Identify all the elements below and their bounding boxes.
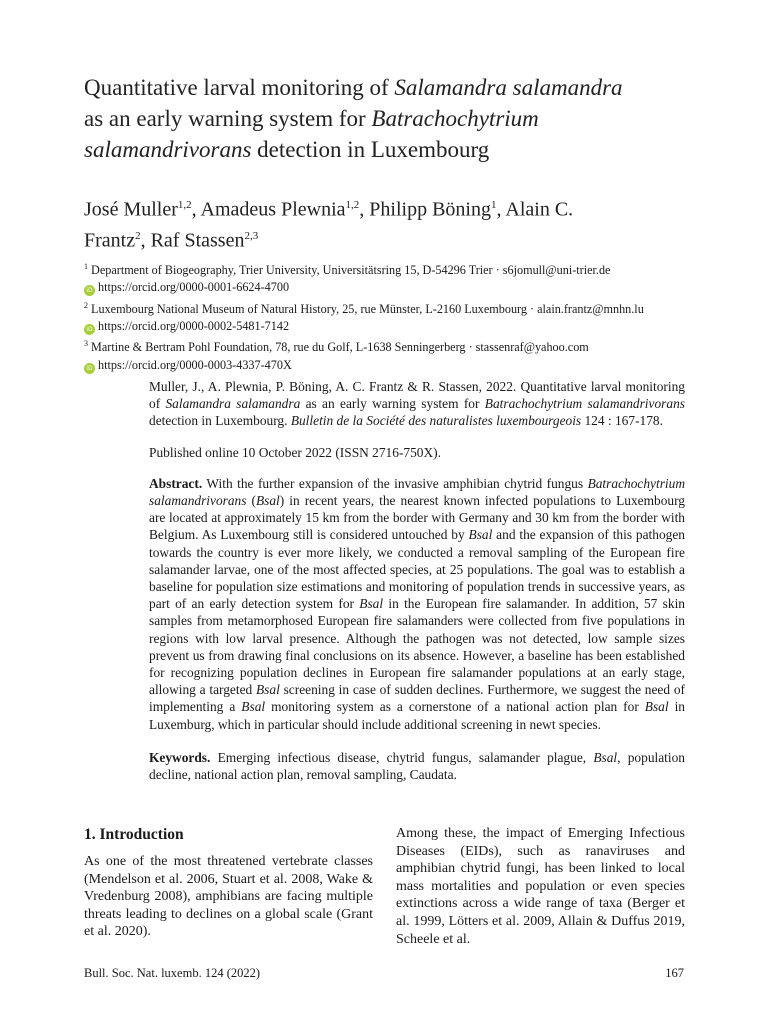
body-paragraph: As one of the most threatened vertebrate classes (Mendelson et al. 2006, Stuart et al. 2008, Wake & Vredenburg 2008), amphibians are facing multiple threats leading to declines on a global scale (Grant et al. 2020). — [84, 854, 373, 940]
author-name: Raf Stassen — [150, 229, 245, 252]
orcid-icon: iD — [84, 324, 95, 335]
affiliations — [84, 258, 704, 374]
body-column-right — [396, 825, 685, 948]
abstract: Abstract. With the further expansion of the invasive amphibian chytrid fungus Batrachochytrium salamandrivorans (Bsal) in recent years, the nearest known infected populations to Luxembourg are located at approximately 15 km from the border with Germany and 30 km from the border with Belgium. As Luxembourg still is considered untouched by Bsal and the expansion of this pathogen towards the country is ever more likely, we conducted a removal sampling of the European fire salamander larvae, one of the most affected species, at 25 populations. The goal was to establish a baseline for population size estimations and monitoring of population trends in successive years, as part of an early detection system for Bsal in the European fire salamander. In addition, 57 skin samples from metamorphosed European fire salamanders were collected from five populations in regions with low larval presence. Although the pathogen was not detected, low sample sizes prevent us from drawing final conclusions on its absence. However, a baseline has been established for recognizing population declines in European fire salamander populations at an early stage, allowing a targeted Bsal screening in case of sudden declines. Furthermore, we suggest the need of implementing a Bsal monitoring system as a cornerstone of a national action plan for Bsal in Luxemburg, which in particular should include additional screening in newt species. — [149, 475, 685, 732]
orcid-link-2[interactable]: iD https://orcid.org/0000-0002-5481-7142 — [84, 318, 704, 335]
published-note: Published online 10 October 2022 (ISSN 2716-750X). — [149, 444, 441, 460]
affiliation-3: $^3$ Martine & Bertram Pohl Foundation, 78, rue du Golf, L-1638 Senningerberg · stassenraf@yahoo.com — [84, 339, 589, 355]
orcid-icon: iD — [84, 363, 95, 374]
author-name: Frantz — [84, 229, 136, 252]
author-name: José Muller — [84, 198, 178, 221]
body-column-left — [84, 825, 373, 941]
footer-journal: Bull. Soc. Nat. luxemb. 124 (2022) — [84, 966, 261, 980]
page-number: 167 — [665, 966, 684, 980]
orcid-link-1[interactable]: iD https://orcid.org/0000-0001-6624-4700 — [84, 279, 704, 296]
author-list — [84, 192, 684, 253]
abstract-block — [149, 378, 685, 783]
author-name: Philipp Böning — [369, 198, 491, 221]
paper-title: Quantitative larval monitoring of Salamandra salamandra as an early warning system for Batrachochytrium salamandrivorans detection in Luxembourg — [84, 75, 623, 162]
citation: Muller, J., A. Plewnia, P. Böning, A. C. Frantz & R. Stassen, 2022. Quantitative larval monitoring of Salamandra salamandra as an early warning system for Batrachochytrium salamandrivorans detection in Luxembourg. Bulletin de la Société des naturalistes luxembourgeois 124 : 167-178. — [149, 379, 685, 429]
affiliation-1: $^1$ Department of Biogeography, Trier University, Universitätsring 15, D-54296 Trier · s6jomull@uni-trier.de — [84, 262, 611, 278]
affiliation-2: $^2$ Luxembourg National Museum of Natural History, 25, rue Münster, L-2160 Luxembourg · alain.frantz@mnhn.lu — [84, 300, 644, 316]
body-paragraph: Among these, the impact of Emerging Infectious Diseases (EIDs), such as ranaviruses and amphibian chytrid fungi, has been linked to local mass mortalities and population or even species extinctions across a wide range of taxa (Berger et al. 1999, Lötters et al. 2009, Allain & Duffus 2019, Scheele et al. — [396, 826, 685, 947]
author-line-2: Frantz$^2$, Raf Stassen$^{2,3}$ — [84, 229, 259, 252]
orcid-icon: iD — [84, 285, 95, 296]
author-line-1: José Muller$^{1,2}$, Amadeus Plewnia$^{1,2}$, Philipp Böning$^1$, Alain C. — [84, 198, 574, 221]
section-heading-introduction: 1. Introduction — [84, 826, 184, 843]
author-name: Amadeus Plewnia — [200, 198, 346, 221]
orcid-link-3[interactable]: iD https://orcid.org/0000-0003-4337-470X — [84, 357, 704, 374]
keywords: Keywords. Emerging infectious disease, chytrid fungus, salamander plague, Bsal, population decline, national action plan, removal sampling, Caudata. — [149, 749, 686, 783]
